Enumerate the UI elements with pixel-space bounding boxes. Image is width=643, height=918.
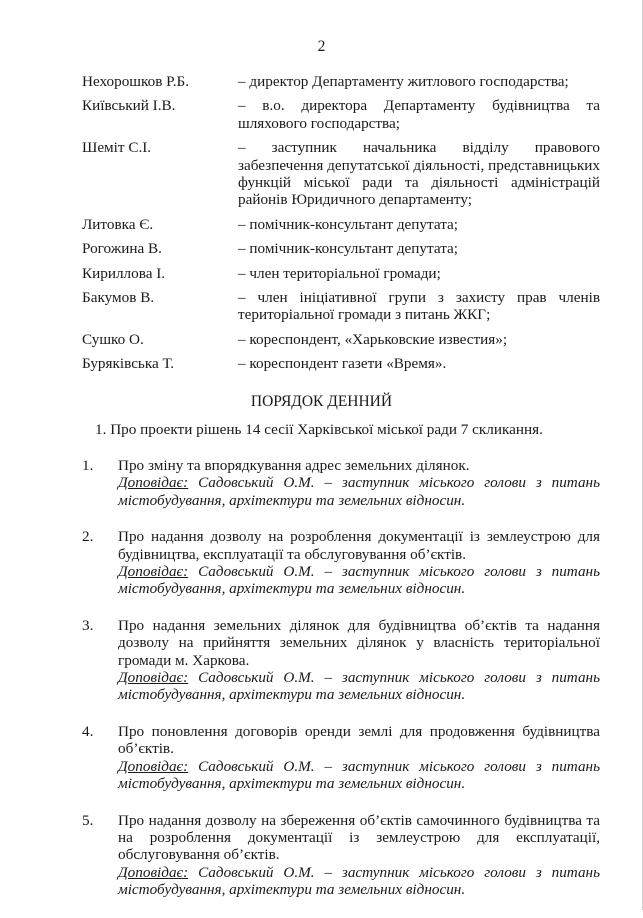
attendee-name: Кириллова І. [82, 264, 166, 282]
attendee-row [82, 216, 600, 233]
agenda-item-title: Про зміну та впорядкування адрес земельних ділянок. [118, 457, 470, 474]
attendee-role: – кореспондент газети «Время». [238, 355, 447, 373]
attendee-name: Київський І.В. [82, 97, 176, 115]
attendee-row [82, 265, 600, 282]
reporter-label: Доповідає: [118, 669, 189, 687]
agenda-item [82, 617, 600, 704]
attendee-row [82, 289, 600, 324]
attendee-row [82, 331, 600, 348]
agenda-item-body [118, 723, 600, 793]
agenda-item-body [118, 617, 600, 704]
agenda-item-number: 1. [82, 457, 94, 474]
attendee-role: – помічник-консультант депутата; [238, 215, 458, 233]
agenda-item-reporter [118, 474, 600, 509]
agenda-item-title: Про надання земельних ділянок для будівництва об’єктів та надання дозволу на прийняття земельних ділянок у власність територіальної громади м. Харкова. [118, 616, 600, 669]
reporter-text: Садовський О.М. – заступник міського голови з питань містобудування, архітектури та земельних відносин. [118, 863, 600, 899]
agenda-item-reporter [118, 669, 600, 704]
agenda-item-reporter [118, 563, 600, 598]
attendee-role: – заступник начальника відділу правового забезпечення депутатської діяльності, представницьких функцій міської ради та діяльності адміністрацій районів Юридичного департаменту; [238, 139, 600, 209]
agenda-item-number: 2. [82, 528, 94, 546]
agenda-item [82, 812, 600, 899]
attendee-name: Шеміт С.І. [82, 139, 152, 157]
agenda-item-title: Про поновлення договорів оренди землі для продовження будівництва об’єктів. [118, 722, 600, 758]
agenda-item-number: 5. [82, 811, 94, 829]
attendee-row [82, 139, 600, 209]
reporter-label: Доповідає: [118, 757, 189, 775]
agenda-item [82, 528, 600, 598]
page-number: 2 [317, 38, 326, 55]
attendee-role: – кореспондент, «Харьковские известия»; [238, 330, 508, 348]
agenda-item-reporter [118, 758, 600, 793]
reporter-text: Садовський О.М. – заступник міського голови з питань містобудування, архітектури та земельних відносин. [118, 563, 600, 598]
attendee-role: – в.о. директора Департаменту будівництва та шляхового господарства; [238, 97, 600, 132]
attendee-list [82, 73, 600, 373]
reporter-label: Доповідає: [118, 863, 189, 881]
agenda-item [82, 457, 600, 509]
attendee-row [82, 240, 600, 257]
attendee-role: – член ініціативної групи з захисту прав членів територіальної громади з питань ЖКГ; [238, 289, 600, 324]
attendee-row [82, 97, 600, 132]
attendee-name: Бакумов В. [82, 289, 155, 307]
reporter-text: Садовський О.М. – заступник міського голови з питань містобудування, архітектури та земельних відносин. [118, 757, 600, 793]
agenda-item [82, 723, 600, 793]
agenda-item-number: 4. [82, 722, 94, 740]
attendee-name: Рогожина В. [82, 240, 162, 258]
agenda-item-title: Про надання дозволу на збереження об’єктів самочинного будівництва та на розроблення документації із землеустрою для експлуатації, обслуговування об’єктів. [118, 811, 600, 864]
attendee-name: Сушко О. [82, 330, 144, 348]
attendee-row [82, 73, 600, 90]
attendee-role: – помічник-консультант депутата; [238, 240, 458, 258]
reporter-label: Доповідає: [118, 563, 189, 581]
attendee-row [82, 355, 600, 372]
agenda-item-reporter [118, 864, 600, 899]
agenda-item-body [118, 528, 600, 598]
agenda-item-body [118, 812, 600, 899]
attendee-role: – член територіальної громади; [238, 264, 441, 282]
attendee-name: Литовка Є. [82, 215, 154, 233]
agenda-item-body [118, 457, 600, 509]
reporter-text: Садовський О.М. – заступник міського голови з питань містобудування, архітектури та земельних відносин. [118, 474, 600, 509]
agenda-item-number: 3. [82, 616, 94, 634]
agenda-title: ПОРЯДОК ДЕННИЙ [250, 393, 393, 410]
agenda-subtitle: 1. Про проекти рішень 14 сесії Харківської міської ради 7 скликання. [95, 421, 543, 438]
reporter-text: Садовський О.М. – заступник міського голови з питань містобудування, архітектури та земельних відносин. [118, 669, 600, 704]
attendee-name: Буряківська Т. [82, 355, 175, 373]
reporter-label: Доповідає: [118, 474, 189, 492]
attendee-name: Нехорошков Р.Б. [82, 73, 190, 90]
agenda-item-title: Про надання дозволу на розроблення документації із землеустрою для будівництва, експлуатації та обслуговування об’єктів. [118, 528, 600, 563]
agenda-items [82, 457, 600, 918]
attendee-role: – директор Департаменту житлового господарства; [238, 73, 569, 90]
